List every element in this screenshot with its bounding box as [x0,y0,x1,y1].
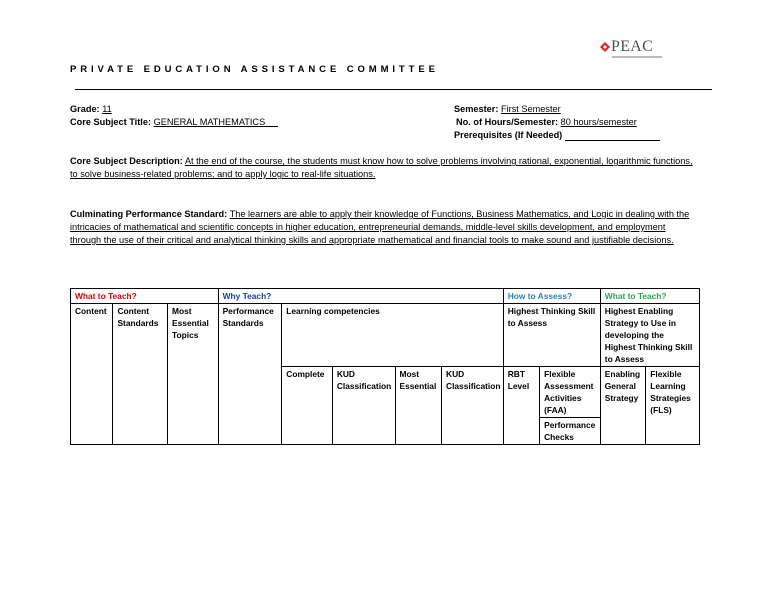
prereq-blank [565,131,660,141]
semester-label: Semester: [454,104,499,114]
subheader-rbt-level: RBT Level [503,367,539,445]
peac-logo [600,38,662,58]
section-what-to-teach: What to Teach? [71,289,219,304]
culminating-text: The learners are able to apply their knowledge of Functions, Business Mathematics, and Logic in dealing with the intricacies of mathematical and scientific concepts in higher education, entrepreneurial demands, middle-level skills development, and employment through the use of their critical and analytical thinking skills and appropriate mathematical and financial tools to make sound and justifiable decisions. [70,209,690,245]
header-most-essential-topics: Most Essential Topics [168,304,219,445]
subheader-kud-classification-1: KUD Classification [332,367,395,445]
header-highest-thinking-skill: Highest Thinking Skill to Assess [503,304,600,367]
subheader-flexible-assessment-activities: Flexible Assessment Activities (FAA) [540,367,601,418]
subheader-performance-checks: Performance Checks [540,418,601,445]
description-label: Core Subject Description: [70,156,183,166]
semester-line [454,103,561,115]
hours-line [456,116,637,128]
header-content: Content [71,304,113,445]
subheader-most-essential: Most Essential [395,367,442,445]
org-name: PRIVATE EDUCATION ASSISTANCE COMMITTEE [70,64,439,75]
subheader-complete: Complete [282,367,333,445]
prereq-line [454,129,660,141]
grade-line [70,103,112,115]
subject-value: GENERAL MATHEMATICS [153,117,266,127]
table-header-row [71,304,700,367]
hours-value: 80 hours/semester [560,117,637,127]
subheader-kud-classification-2: KUD Classification [442,367,504,445]
subject-line [70,116,278,128]
prereq-label: Prerequisites (If Needed) [454,130,563,140]
subheader-flexible-learning-strategies: Flexible Learning Strategies (FLS) [646,367,700,445]
description-text: At the end of the course, the students must know how to solve problems involving rational, exponential, logarithmic functions, to solve business-related problems; and to apply logic to real-life situations. [70,156,693,179]
header-learning-competencies: Learning competencies [282,304,503,367]
subject-label: Core Subject Title: [70,117,152,127]
section-what-to-teach-2: What to Teach? [600,289,699,304]
header-content-standards: Content Standards [113,304,168,445]
peac-logo-mark-icon [600,42,610,52]
grade-label: Grade: [70,104,100,114]
logo-tagline-bar [612,56,662,58]
curriculum-matrix-table [70,288,700,445]
table-section-row [71,289,700,304]
grade-value: 11 [102,104,112,114]
section-why-teach: Why Teach? [218,289,503,304]
header-highest-enabling-strategy: Highest Enabling Strategy to Use in developing the Highest Thinking Skill to Assess [600,304,699,367]
header-divider [75,89,712,90]
section-how-to-assess: How to Assess? [503,289,600,304]
logo-text: PEAC [611,38,654,55]
semester-value: First Semester [501,104,561,114]
culminating-label: Culminating Performance Standard: [70,209,228,219]
subheader-enabling-general-strategy: Enabling General Strategy [600,367,646,445]
culminating-performance-standard [70,208,695,247]
hours-label: No. of Hours/Semester: [456,117,559,127]
core-subject-description [70,155,695,181]
header-performance-standards: Performance Standards [218,304,282,445]
